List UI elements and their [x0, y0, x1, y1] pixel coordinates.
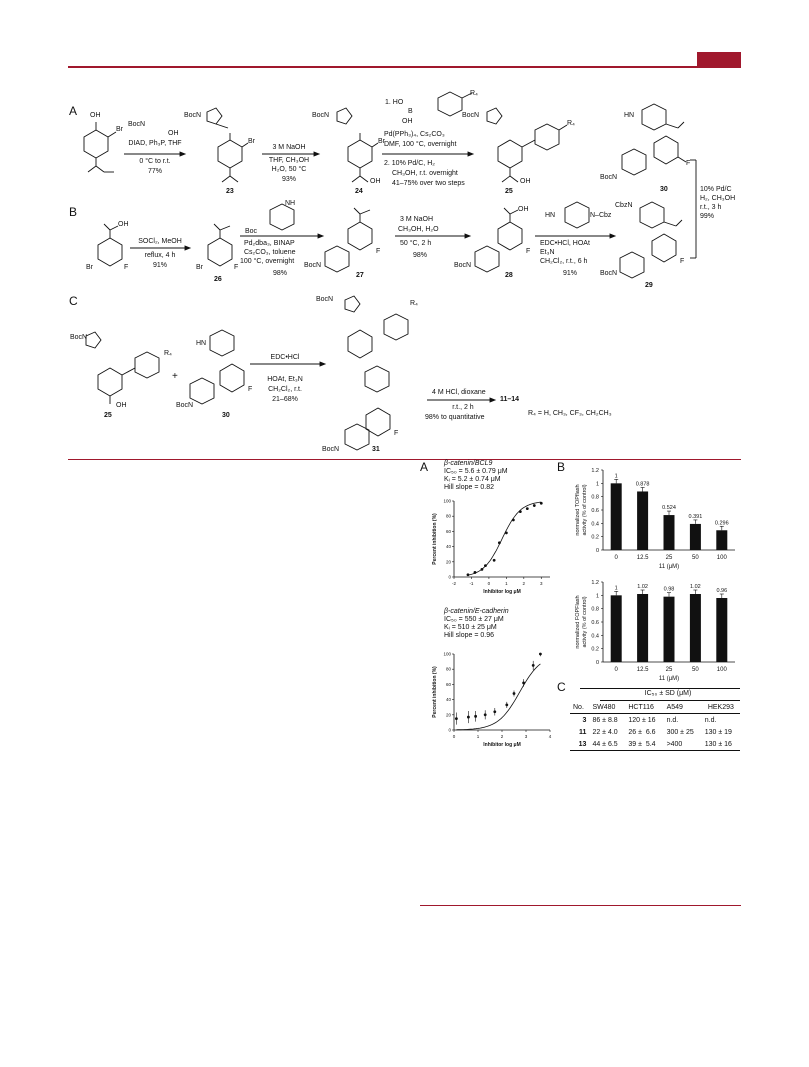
conditions-a1-2: 77% [147, 168, 162, 175]
conditions-deprotect-0: 10% Pd/C [700, 186, 732, 193]
chart-a2-data-point [522, 681, 525, 684]
chart-b1-x-tick-label: 100 [716, 555, 727, 561]
label-26-br: Br [196, 264, 203, 271]
scheme-panel-a-label: A [69, 104, 78, 118]
label-c30-f: F [248, 386, 253, 393]
ic50-table-header-row [570, 701, 740, 714]
reagent-b4-cbz: N–Cbz [590, 212, 612, 219]
ring-24 [348, 140, 372, 168]
table-cell: n.d. [704, 716, 717, 724]
chart-b1-x-axis-label: 11 (μM) [658, 564, 680, 570]
chart-binding-bcl9 [420, 495, 560, 605]
chart-a1-title-line-1: IC₅₀ = 5.6 ± 0.79 μM [444, 468, 508, 475]
chart-b2-y-label-line-1: normalized FOPFlash [575, 595, 581, 649]
chart-a2-x-tick-label: 0 [452, 734, 456, 739]
label-31-bocn-top: BocN [316, 296, 334, 303]
conditions-c1-0: EDC•HCl [270, 354, 300, 361]
label-c25-oh: OH [116, 402, 127, 409]
compound-c25-number: 25 [104, 412, 112, 419]
chart-b2-x-tick-label: 100 [716, 667, 727, 673]
table-cell: 11 [579, 728, 587, 736]
label-24-bocn: BocN [312, 112, 330, 119]
conditions-b1-0: SOCl₂, MeOH [138, 238, 182, 245]
chart-a1-x-tick-label: 1 [505, 581, 508, 586]
conditions-c2-0: 4 M HCl, dioxane [432, 389, 486, 396]
chart-b1-data-label: 0.296 [714, 520, 729, 527]
chart-a1-data-point [467, 573, 470, 576]
label-23-bocn: BocN [184, 112, 202, 119]
chart-a2-y-tick-label: 80 [445, 666, 451, 672]
chart-a2-title-line-1: IC₅₀ = 550 ± 27 μM [444, 616, 504, 623]
compound-26-number: 26 [214, 276, 222, 283]
table-row [570, 738, 740, 751]
chart-a1-x-tick-label: 0 [487, 581, 491, 586]
chart-b1-x-tick-label: 50 [692, 555, 699, 561]
chart-b2-y-tick-label: 0.4 [591, 633, 599, 640]
chart-a1-y-axis-label: Percent inhibition (%) [432, 513, 438, 565]
chart-a2-y-tick-label: 20 [445, 712, 451, 718]
chart-a2-y-tick-label: 40 [445, 697, 451, 703]
chart-topflash [565, 462, 745, 576]
chart-b2-data-label: 0.98 [663, 586, 675, 593]
ring-28 [498, 222, 522, 250]
conditions-b2-0: Pd₂dba₃, BINAP [244, 240, 295, 247]
compound-24-number: 24 [355, 188, 363, 195]
conditions-a3-1: DMF, 100 °C, overnight [384, 141, 457, 148]
chart-b1-data-label: 0.878 [635, 481, 650, 488]
chart-a2-title-line-3: Hill slope = 0.96 [444, 632, 495, 639]
chart-b1-x-tick-label: 12.5 [636, 555, 649, 561]
chart-b1-y-tick-label: 0.8 [591, 494, 599, 501]
label-start-oh: OH [90, 112, 101, 119]
label-31-r4: R₄ [410, 300, 418, 307]
chart-a1-data-point [481, 568, 484, 571]
table-row [570, 726, 740, 738]
chart-b1-data-label: 0.391 [688, 513, 703, 520]
chart-a2-fit-curve [456, 664, 540, 730]
label-29-cbzn: CbzN [615, 202, 633, 209]
table-cell: 130 ± 16 [704, 740, 732, 748]
chart-a2-y-tick-label: 60 [445, 681, 451, 687]
chart-a1-data-point [533, 504, 536, 507]
conditions-b4-0: EDC•HCl, HOAt [540, 240, 590, 247]
figure-panel-a-label: A [420, 460, 429, 474]
conditions-b4-3: 91% [562, 270, 577, 277]
label-c25-bocn: BocN [70, 334, 88, 341]
reagent-b2-nh: NH [285, 200, 296, 207]
compound-30-number: 30 [660, 186, 668, 193]
label-23-br: Br [248, 138, 255, 145]
compound-c30-number: 30 [222, 412, 230, 419]
chart-b2-y-tick-label: 0.8 [591, 606, 599, 613]
chart-a2-data-point [484, 713, 487, 716]
chart-a1-x-tick-label: 3 [540, 581, 543, 586]
ring-c-25 [98, 368, 122, 396]
chart-a2-title [444, 608, 509, 640]
label-31-f: F [394, 430, 399, 437]
reagent-a3-b: B [408, 108, 413, 115]
conditions-a1-1: 0 °C to r.t. [139, 158, 171, 165]
chart-b1-y-tick-label: 0.4 [591, 521, 599, 528]
conditions-b3-0: 3 M NaOH [400, 216, 434, 223]
conditions-b2-2: 100 °C, overnight [240, 258, 295, 265]
conditions-a2-3: 93% [281, 176, 296, 183]
ring-23 [218, 140, 242, 168]
chart-b1-y-tick-label: 1 [595, 481, 599, 488]
chart-b1-x-tick-label: 0 [614, 555, 618, 561]
conditions-a2-0: 3 M NaOH [272, 144, 306, 151]
chart-a2-title-line-2: Kᵢ = 510 ± 25 μM [444, 624, 497, 631]
plus-sign: + [172, 371, 178, 382]
conditions-b3-1: CH₃OH, H₂O [398, 226, 439, 233]
table-cell: 86 ± 8.8 [592, 716, 618, 724]
chart-b1-data-label: 1 [614, 473, 618, 480]
chart-b1-bar [664, 515, 675, 550]
label-29-f: F [680, 258, 685, 265]
chart-a2-data-point [532, 664, 535, 667]
chart-a1-data-point [540, 502, 543, 505]
label-29-bocn: BocN [600, 270, 618, 277]
label-25-oh: OH [520, 178, 531, 185]
label-24-br: Br [378, 138, 385, 145]
chart-a1-y-tick-label: 60 [445, 528, 451, 534]
chart-b2-data-label: 0.96 [716, 588, 728, 594]
chart-a1-x-tick-label: -1 [469, 581, 474, 586]
conditions-a3-3: CH₃OH, r.t. overnight [392, 170, 458, 177]
conditions-b1-1: reflux, 4 h [144, 252, 176, 259]
scheme-bottom-rule [68, 459, 741, 460]
conditions-b3-3: 98% [412, 252, 427, 259]
ic50-col-no: No. [573, 703, 584, 711]
chart-a1-y-tick-label: 80 [445, 513, 451, 519]
compound-25-number: 25 [505, 188, 513, 195]
label-c30-bocn: BocN [176, 402, 194, 409]
compound-28-number: 28 [505, 272, 513, 279]
chart-b1-x-tick-label: 25 [665, 555, 673, 561]
chart-b1-bar [690, 524, 701, 550]
label-25-bocn: BocN [462, 112, 480, 119]
conditions-deprotect-2: r.t., 3 h [700, 204, 722, 211]
chart-b2-x-tick-label: 25 [665, 667, 673, 673]
chart-a2-data-point [513, 692, 516, 695]
chart-a1-title-line-3: Hill slope = 0.82 [444, 484, 495, 491]
chart-fopflash [565, 574, 745, 686]
figure-panel-b-label: B [557, 460, 566, 474]
chart-b1-y-tick-label: 1.2 [591, 468, 599, 474]
chart-a1-data-point [484, 564, 487, 567]
chart-a1-data-point [474, 571, 477, 574]
chart-b1-y-label-line-1: normalized TOPflash [575, 484, 581, 536]
chart-a1-data-point [505, 532, 508, 535]
chart-b2-bar [716, 598, 727, 662]
chart-a1-title [444, 460, 508, 492]
ring-c-30 [220, 364, 244, 392]
conditions-c2-1: r.t., 2 h [452, 404, 474, 411]
ring-26 [208, 238, 232, 266]
chart-a2-data-point [474, 715, 477, 718]
label-30-hn: HN [624, 112, 635, 119]
ic50-col-sw480: SW480 [592, 703, 616, 711]
ic50-table-super-header: IC₅₀ ± SD (μM) [644, 690, 692, 697]
label-c25-r4: R₄ [164, 350, 172, 357]
compound-31-number: 31 [372, 446, 380, 453]
chart-a1-y-tick-label: 20 [445, 559, 451, 565]
chart-b1-bar [611, 483, 622, 550]
label-31-bocn-bottom: BocN [322, 446, 340, 453]
conditions-c2-2: 98% to quantitative [425, 414, 485, 421]
chart-binding-ecadherin [420, 648, 560, 758]
chart-b2-y-tick-label: 0.6 [591, 620, 599, 626]
conditions-b3-2: 50 °C, 2 h [400, 240, 432, 247]
chart-b1-y-tick-label: 0 [595, 548, 599, 554]
figure-panel-c-label: C [557, 680, 566, 694]
chart-a1-x-tick-label: -2 [451, 581, 457, 586]
conditions-a3-2: 2. 10% Pd/C, H₂ [384, 160, 435, 167]
conditions-b2-3: 98% [272, 270, 287, 277]
ring-27 [348, 222, 372, 250]
reagent-b2-boc: Boc [245, 228, 258, 235]
chart-a2-data-point [493, 710, 496, 713]
chart-b2-bar [690, 594, 701, 662]
piperazine-30-top [642, 104, 666, 130]
chart-b2-y-tick-label: 0.2 [591, 646, 599, 653]
chart-b1-bar [716, 530, 727, 550]
conditions-a2-1: THF, CH₃OH [268, 157, 310, 164]
chart-b1-y-tick-label: 0.2 [591, 534, 599, 541]
chart-a2-y-tick-label: 100 [443, 651, 451, 657]
compound-23-number: 23 [226, 188, 234, 195]
reagent-b4-hn: HN [545, 212, 556, 219]
label-b-start-f: F [124, 264, 129, 271]
label-28-f: F [526, 248, 531, 255]
chart-b1-data-label: 0.524 [662, 505, 676, 512]
r-group-definitions: R₄ = H, CH₃, CF₃, CH₂CH₃ [528, 410, 612, 417]
chart-a2-data-point [505, 704, 508, 707]
chart-a2-data-point [467, 716, 470, 719]
chart-b2-y-label-line-2: activity (% of control) [582, 596, 588, 648]
chart-a1-y-tick-label: 40 [445, 544, 451, 550]
label-27-f: F [376, 248, 381, 255]
chart-a1-data-point [512, 519, 515, 522]
conditions-a2-2: H₂O, 50 °C [271, 166, 307, 173]
reagent-a1-bocn: BocN [128, 121, 146, 128]
chart-b2-bar [637, 594, 648, 662]
conditions-c1-1: HOAt, Et₃N [267, 376, 303, 383]
conditions-b1-2: 91% [152, 262, 167, 269]
piperazine-29-top [640, 202, 664, 228]
label-25-r4: R₄ [567, 120, 575, 127]
conditions-c1-3: 21–68% [272, 396, 298, 403]
label-26-f: F [234, 264, 239, 271]
table-cell: 3 [582, 716, 587, 724]
chart-b2-y-tick-label: 1.2 [591, 580, 599, 586]
table-cell: 13 [578, 740, 587, 748]
label-28-oh: OH [518, 206, 529, 213]
chart-b1-y-label-line-2: activity (% of control) [582, 484, 588, 536]
chart-a2-x-axis-label: Inhibitor log μM [483, 742, 521, 748]
scheme-panel-c-label: C [69, 294, 78, 308]
table-row [570, 714, 740, 727]
conditions-b4-2: CH₂Cl₂, r.t., 6 h [540, 258, 588, 265]
piperazine-c-31 [365, 366, 389, 392]
ic50-table [570, 701, 740, 751]
conditions-deprotect-3: 99% [700, 213, 715, 220]
ring-start-a [84, 130, 108, 158]
chart-a2-data-point [455, 717, 458, 720]
table-cell: 44 ± 6.5 [592, 740, 618, 748]
compound-29-number: 29 [645, 282, 653, 289]
table-cell: 22 ± 4.0 [592, 728, 618, 736]
table-cell: n.d. [666, 716, 679, 724]
reagent-a1-oh: OH [168, 130, 179, 137]
chart-a1-data-point [526, 507, 529, 510]
label-24-oh: OH [370, 178, 381, 185]
label-start-br: Br [116, 126, 123, 133]
chart-b2-bar [664, 597, 675, 662]
ring-29 [652, 234, 676, 262]
table-cell: 39 ± 5.4 [628, 740, 656, 748]
chart-a1-data-point [519, 510, 522, 513]
label-b-start-br: Br [86, 264, 93, 271]
chart-a1-y-tick-label: 0 [448, 574, 451, 580]
chart-a1-title-line-0: β-catenin/BCL9 [444, 460, 493, 467]
chart-b2-y-tick-label: 1 [595, 593, 599, 600]
table-cell: 300 ± 25 [666, 728, 694, 736]
table-cell: 130 ± 19 [704, 728, 732, 736]
chart-b2-data-label: 1.02 [637, 584, 648, 590]
chart-b1-y-tick-label: 0.6 [591, 508, 599, 514]
chart-a2-x-tick-label: 4 [548, 734, 552, 739]
reagent-a3-oh: OH [402, 118, 413, 125]
chart-b1-bar [637, 491, 648, 550]
chart-a2-x-tick-label: 1 [476, 734, 480, 739]
ic50-col-a549: A549 [666, 703, 683, 711]
chart-b2-data-label: 1 [614, 585, 618, 592]
ring-30 [654, 136, 678, 164]
conditions-a1-0: DIAD, Ph₃P, THF [128, 140, 182, 147]
chart-a1-x-tick-label: 2 [522, 581, 526, 586]
chart-a2-title-line-0: β-catenin/E-cadherin [444, 608, 509, 615]
chart-b2-y-tick-label: 0 [595, 660, 599, 666]
label-28-bocn: BocN [454, 262, 472, 269]
ic50-col-hct116: HCT116 [628, 703, 654, 711]
ring-c-31 [348, 330, 372, 358]
compound-27-number: 27 [356, 272, 364, 279]
table-cell: >400 [666, 740, 683, 748]
chart-a1-y-tick-label: 100 [443, 498, 451, 504]
ic50-table-rule-top [580, 688, 740, 689]
chart-b2-data-label: 1.02 [690, 584, 701, 590]
chart-a1-data-point [493, 559, 496, 562]
conditions-deprotect-1: H₂, CH₃OH [700, 195, 736, 202]
reagent-a3-ho: 1. HO [385, 99, 404, 106]
chart-a1-title-line-2: Kᵢ = 5.2 ± 0.74 μM [444, 476, 501, 483]
figure-bottom-rule [420, 905, 741, 906]
chart-b2-bar [611, 595, 622, 662]
scheme-panel-b-label: B [69, 205, 78, 219]
chart-a1-data-point [498, 541, 501, 544]
product-11-14: 11–14 [500, 396, 520, 403]
ring-start-b [98, 238, 122, 266]
chart-b2-x-axis-label: 11 (μM) [658, 676, 680, 682]
chart-b2-x-tick-label: 0 [614, 667, 618, 673]
label-c30-hn: HN [196, 340, 207, 347]
chart-a2-y-axis-label: Percent inhibition (%) [432, 666, 438, 718]
ring-25 [498, 140, 522, 168]
chart-b2-x-tick-label: 12.5 [636, 667, 649, 673]
conditions-a3-0: Pd(PPh₃)₄, Cs₂CO₃ [384, 131, 445, 138]
conditions-c1-2: CH₂Cl₂, r.t. [268, 386, 302, 393]
label-30-f: F [686, 160, 691, 167]
chart-a1-x-axis-label: Inhibitor log μM [483, 589, 521, 595]
chart-a2-data-point [539, 653, 542, 656]
piperazine-c-30-top [210, 330, 234, 356]
ic50-col-hek293: HEK293 [707, 703, 734, 711]
label-30-bocn: BocN [600, 174, 618, 181]
chart-a1-fit-curve [468, 502, 541, 575]
chart-b2-x-tick-label: 50 [692, 667, 699, 673]
conditions-b4-1: Et₃N [540, 249, 555, 256]
chart-a2-y-tick-label: 0 [448, 727, 451, 733]
table-cell: 120 ± 16 [628, 716, 656, 724]
piperazine-30-bottom [622, 149, 646, 175]
synthesis-scheme [0, 0, 809, 460]
label-27-bocn: BocN [304, 262, 322, 269]
chart-a2-x-tick-label: 3 [524, 734, 528, 739]
conditions-a3-4: 41–75% over two steps [392, 180, 465, 187]
reagent-a3-r4: R₄ [470, 90, 478, 97]
conditions-b2-1: Cs₂CO₃, toluene [244, 249, 296, 256]
table-cell: 26 ± 6.6 [628, 728, 656, 736]
label-b-start-oh: OH [118, 221, 129, 228]
chart-a2-x-tick-label: 2 [500, 734, 504, 739]
